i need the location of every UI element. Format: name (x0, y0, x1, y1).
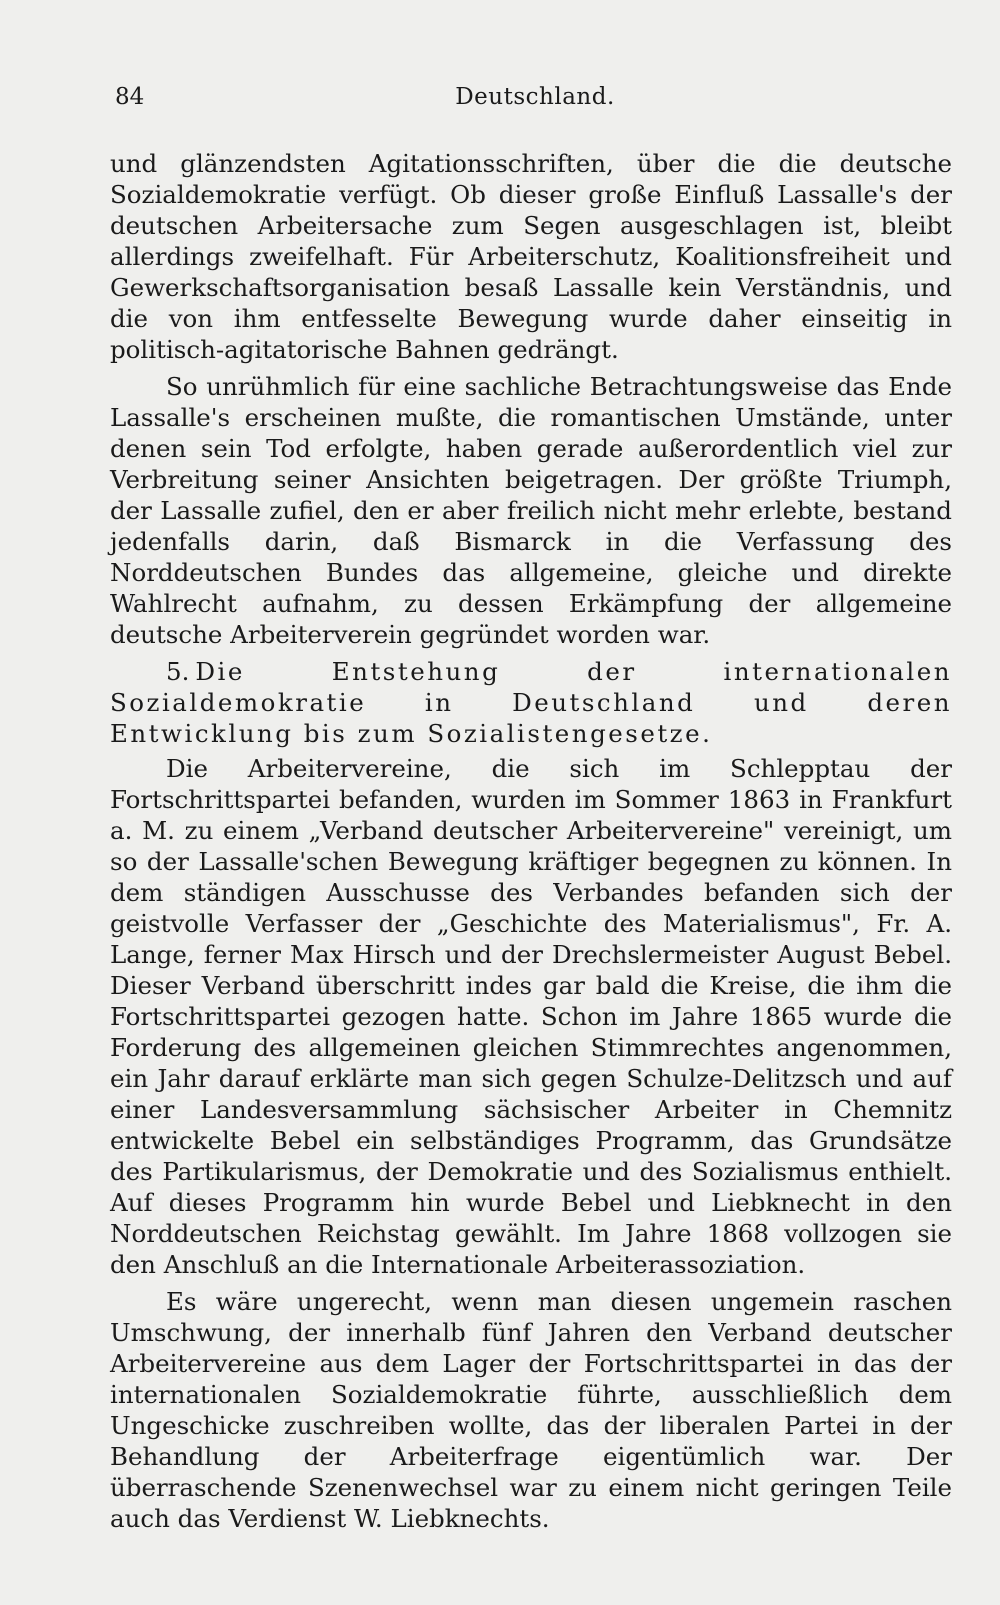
page-header (115, 84, 955, 118)
section-number: 5. (166, 657, 190, 686)
section-title: Die Entstehung der internationalen Sozialdemokratie in Deutschland und deren Entwicklung bis zum Sozialistengesetze. (110, 657, 952, 748)
section-heading (110, 656, 952, 749)
paragraph-2: So unrühmlich für eine sachliche Betrachtungsweise das Ende Lassalle's erscheinen mußte, die romantischen Umstände, unter denen sein Tod erfolgte, haben gerade außerordentlich viel zur Verbreitung seiner Ansichten beigetragen. Der größte Triumph, der Lassalle zufiel, den er aber freilich nicht mehr erlebte, bestand jedenfalls darin, daß Bismarck in die Verfassung des Norddeutschen Bundes das allgemeine, gleiche und direkte Wahlrecht aufnahm, zu dessen Erkämpfung der allgemeine deutsche Arbeiterverein gegründet worden war. (110, 372, 952, 649)
paragraph-4: Es wäre ungerecht, wenn man diesen ungemein raschen Umschwung, der innerhalb fünf Jahren den Verband deutscher Arbeitervereine aus dem Lager der Fortschrittspartei in das der internationalen Sozialdemokratie führte, ausschließlich dem Ungeschicke zuschreiben wollte, das der liberalen Partei in der Behandlung der Arbeiterfrage eigentümlich war. Der überraschende Szenenwechsel war zu einem nicht geringen Teile auch das Verdienst W. Liebknechts. (110, 1287, 952, 1533)
body-text (110, 148, 952, 1540)
running-title: Deutschland. (455, 84, 615, 110)
paragraph-1: und glänzendsten Agitationsschriften, über die die deutsche Sozialdemokratie verfügt. Ob dieser große Einfluß Lassalle's der deutschen Arbeitersache zum Segen ausgeschlagen ist, bleibt allerdings zweifelhaft. Für Arbeiterschutz, Koalitionsfreiheit und Gewerkschaftsorganisation besaß Lassalle kein Verständnis, und die von ihm entfesselte Bewegung wurde daher einseitig in politisch-agitatorische Bahnen gedrängt. (110, 149, 952, 364)
paragraph-3: Die Arbeitervereine, die sich im Schlepptau der Fortschrittspartei befanden, wurden im Sommer 1863 in Frankfurt a. M. zu einem „Verband deutscher Arbeitervereine" vereinigt, um so der Lassalle'schen Bewegung kräftiger begegnen zu können. In dem ständigen Ausschusse des Verbandes befanden sich der geistvolle Verfasser der „Geschichte des Materialismus", Fr. A. Lange, ferner Max Hirsch und der Drechslermeister August Bebel. Dieser Verband überschritt indes gar bald die Kreise, die ihm die Fortschrittspartei gezogen hatte. Schon im Jahre 1865 wurde die Forderung des allgemeinen gleichen Stimmrechtes angenommen, ein Jahr darauf erklärte man sich gegen Schulze-Delitzsch und auf einer Landesversammlung sächsischer Arbeiter in Chemnitz entwickelte Bebel ein selbständiges Programm, das Grundsätze des Partikularismus, der Demokratie und des Sozialismus enthielt. Auf dieses Programm hin wurde Bebel und Liebknecht in den Norddeutschen Reichstag gewählt. Im Jahre 1868 vollzogen sie den Anschluß an die Internationale Arbeiterassoziation. (110, 754, 952, 1279)
page-number: 84 (115, 84, 145, 110)
